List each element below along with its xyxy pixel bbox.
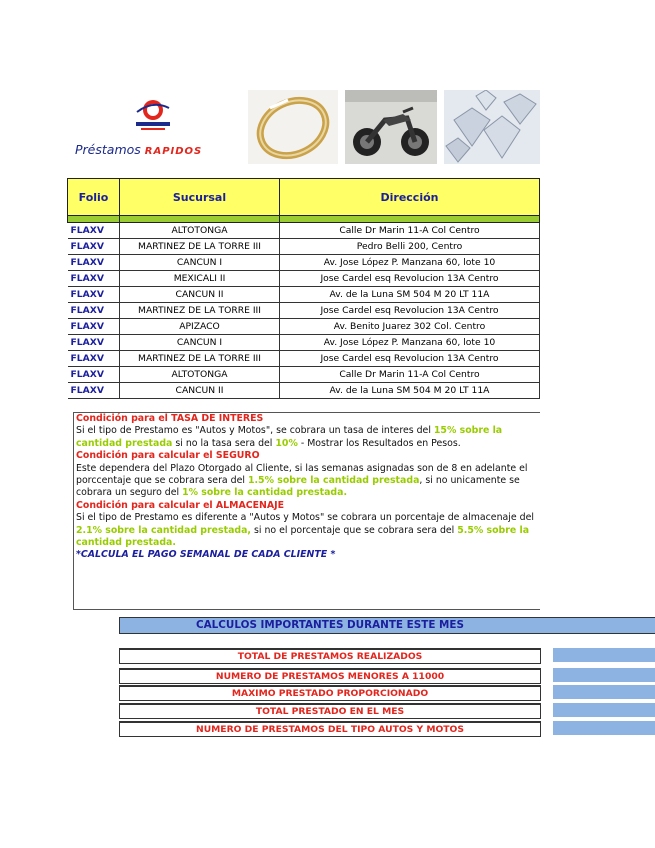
weekly-payment-instruction (74, 549, 540, 561)
calc-row-autos-motos (119, 721, 655, 736)
condition-seguro-text-2 (74, 475, 540, 487)
folio-cell: FLAXV (68, 319, 120, 335)
calc-label: TOTAL DE PRESTAMOS REALIZADOS (119, 648, 541, 664)
table-header-row (68, 179, 540, 216)
calc-row-menores-11000 (119, 668, 655, 683)
logo-brand-text (75, 142, 202, 157)
folio-cell: FLAXV (68, 367, 120, 383)
sucursal-cell: APIZACO (120, 319, 280, 335)
direccion-cell: Jose Cardel esq Revolucion 13A Centro (280, 303, 540, 319)
condition-text: si no la tasa sera del (172, 437, 276, 449)
condition-text: - Mostrar los Resultados en Pesos. (297, 437, 461, 449)
table-row (68, 319, 540, 335)
direccion-cell: Pedro Belli 200, Centro (280, 239, 540, 255)
folio-cell: FLAXV (68, 287, 120, 303)
condition-title-text: Condición para el TASA DE INTERES (76, 413, 264, 424)
condition-almacenaje-text (74, 512, 540, 524)
calc-row-total-mes (119, 703, 655, 718)
table-row (68, 351, 540, 367)
motorcycle-photo (345, 90, 437, 164)
folio-cell: FLAXV (68, 271, 120, 287)
calc-value-cell[interactable] (553, 685, 655, 699)
calc-value-cell[interactable] (553, 721, 655, 735)
table-row (68, 271, 540, 287)
condition-seguro-text-3 (74, 487, 540, 499)
sucursal-cell: CANCUN I (120, 255, 280, 271)
sucursal-cell: MARTINEZ DE LA TORRE III (120, 351, 280, 367)
table-row (68, 367, 540, 383)
direccion-cell: Av. de la Luna SM 504 M 20 LT 11A (280, 383, 540, 399)
column-header-folio: Folio (68, 179, 120, 216)
condition-tasa-text-2 (74, 438, 540, 450)
condition-highlight: cantidad prestada. (76, 537, 176, 549)
direccion-cell: Jose Cardel esq Revolucion 13A Centro (280, 271, 540, 287)
direccion-cell: Calle Dr Marin 11-A Col Centro (280, 367, 540, 383)
sucursal-cell: CANCUN II (120, 287, 280, 303)
folio-cell: FLAXV (68, 255, 120, 271)
condition-tasa-text (74, 425, 540, 437)
column-header-sucursal: Sucursal (120, 179, 280, 216)
direccion-cell: Av. de la Luna SM 504 M 20 LT 11A (280, 287, 540, 303)
table-row (68, 287, 540, 303)
condition-highlight: 1% sobre la cantidad prestada. (182, 487, 348, 499)
sucursal-cell: ALTOTONGA (120, 367, 280, 383)
column-header-direccion: Dirección (280, 179, 540, 216)
folio-cell: FLAXV (68, 223, 120, 239)
sucursal-cell: MARTINEZ DE LA TORRE III (120, 239, 280, 255)
sucursal-cell: MEXICALI II (120, 271, 280, 287)
condition-text: Si el tipo de Prestamo es diferente a "Autos y Motos" se cobrara un porcentaje de almacenaje del (76, 512, 534, 524)
logo-brand-accent: RAPIDOS (144, 146, 203, 157)
folio-cell: FLAXV (68, 239, 120, 255)
sucursal-cell: CANCUN I (120, 335, 280, 351)
folio-cell: FLAXV (68, 335, 120, 351)
table-row (68, 303, 540, 319)
sucursal-cell: ALTOTONGA (120, 223, 280, 239)
condition-text: si no el porcentaje que se cobrara sera del (251, 524, 458, 536)
branches-table (67, 178, 540, 399)
table-row (68, 239, 540, 255)
table-row (68, 335, 540, 351)
condition-text: porccentaje que se cobrara sera del (76, 475, 248, 487)
table-row (68, 255, 540, 271)
calc-row-total-prestamos (119, 648, 655, 663)
calc-value-cell[interactable] (553, 668, 655, 682)
calculations-header (119, 617, 655, 634)
conditions-box (73, 412, 540, 610)
direccion-cell: Av. Jose López P. Manzana 60, lote 10 (280, 255, 540, 271)
condition-seguro-title (74, 450, 540, 462)
condition-seguro-text (74, 463, 540, 475)
condition-tasa-title (74, 413, 540, 425)
instruction-text: *CALCULA EL PAGO SEMANAL DE CADA CLIENTE * (76, 549, 336, 561)
condition-text: , si no unicamente se (419, 475, 520, 487)
condition-highlight: 1.5% sobre la cantidad prestada (247, 475, 420, 487)
condition-text: cobrara un seguro del (76, 487, 183, 499)
condition-title-text: Condición para calcular el SEGURO (76, 450, 260, 462)
condition-almacenaje-text-3 (74, 537, 540, 549)
direccion-cell: Av. Jose López P. Manzana 60, lote 10 (280, 335, 540, 351)
diamonds-photo (444, 90, 540, 164)
condition-almacenaje-text-2 (74, 525, 540, 537)
folio-cell: FLAXV (68, 303, 120, 319)
calc-value-cell[interactable] (553, 703, 655, 717)
calc-label: NUMERO DE PRESTAMOS MENORES A 11000 (119, 668, 541, 684)
header-separator-row (68, 216, 540, 223)
calc-value-cell[interactable] (553, 648, 655, 662)
table-row (68, 223, 540, 239)
ring-photo (248, 90, 338, 164)
direccion-cell: Jose Cardel esq Revolucion 13A Centro (280, 351, 540, 367)
folio-cell: FLAXV (68, 383, 120, 399)
condition-text: Si el tipo de Prestamo es "Autos y Motos", se cobrara un tasa de interes del (76, 425, 434, 437)
folio-cell: FLAXV (68, 351, 120, 367)
sucursal-cell: MARTINEZ DE LA TORRE III (120, 303, 280, 319)
condition-title-text: Condición para calcular el ALMACENAJE (76, 499, 285, 511)
calc-label: NUMERO DE PRESTAMOS DEL TIPO AUTOS Y MOTOS (119, 721, 541, 737)
prestamos-logo-icon (133, 98, 173, 134)
condition-highlight: 10% (275, 437, 298, 449)
calc-label: TOTAL PRESTADO EN EL MES (119, 703, 541, 719)
direccion-cell: Av. Benito Juarez 302 Col. Centro (280, 319, 540, 335)
direccion-cell: Calle Dr Marin 11-A Col Centro (280, 223, 540, 239)
condition-highlight: 2.1% sobre la cantidad prestada, (76, 524, 251, 536)
company-logo (75, 95, 245, 165)
condition-highlight: 15% sobre la (433, 425, 503, 437)
calc-row-maximo-prestado (119, 685, 655, 700)
logo-brand-word: Préstamos (75, 142, 141, 157)
condition-highlight: cantidad prestada (76, 437, 173, 449)
sucursal-cell: CANCUN II (120, 383, 280, 399)
condition-almacenaje-title (74, 500, 540, 512)
table-row (68, 383, 540, 399)
condition-text: Este dependera del Plazo Otorgado al Cliente, si las semanas asignadas son de 8 en adelante el (76, 462, 528, 474)
calc-label: MAXIMO PRESTADO PROPORCIONADO (119, 685, 541, 701)
condition-highlight: 5.5% sobre la (457, 524, 530, 536)
calculations-header-text: CALCULOS IMPORTANTES DURANTE ESTE MES (196, 619, 464, 631)
